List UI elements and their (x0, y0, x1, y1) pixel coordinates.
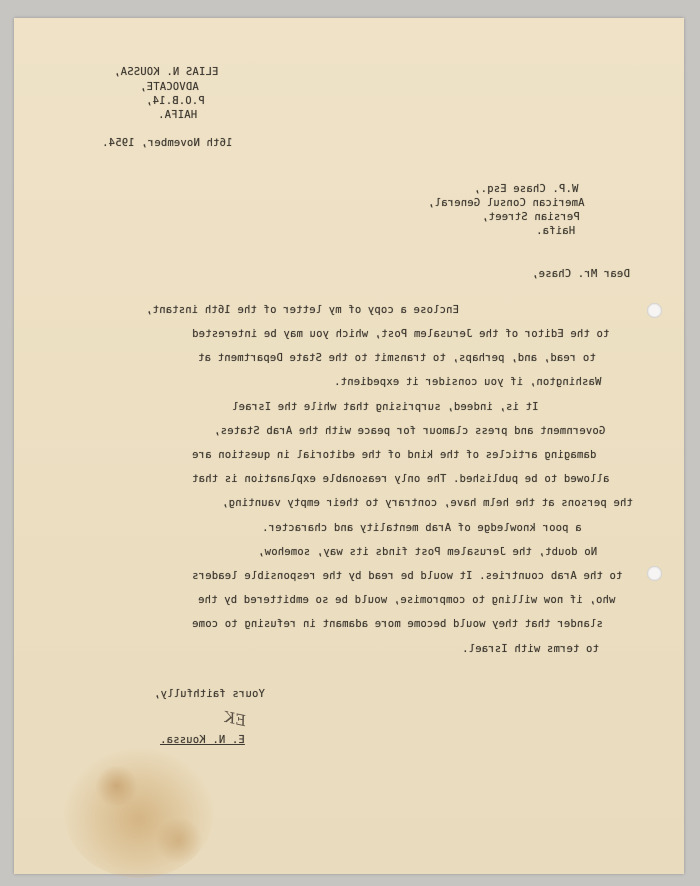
salutation: Dear Mr. Chase, (532, 268, 630, 280)
body-line: No doubt, the Jerusalem Post finds its way, somehow, (258, 546, 598, 558)
body-line: Washington, if you consider it expedient. (334, 376, 602, 388)
closing: Yours faithfully, (154, 688, 265, 700)
body-line: damaging articles of the kind of the editorial in question are (192, 449, 597, 461)
body-line: Government and press clamour for peace with the Arab States, (214, 425, 606, 437)
body-line: the persons at the helm have, contrary to their empty vaunting, (222, 497, 633, 509)
body-line: slander that they would become more adamant in refusing to come (192, 618, 603, 630)
punch-hole-bottom (647, 566, 662, 581)
foxing-stain-small (94, 766, 139, 806)
recipient-city: Haifa. (536, 225, 576, 237)
body-line: Enclose a copy of my letter of the 16th instant, (146, 304, 460, 316)
recipient-street: Persian Street, (482, 211, 580, 223)
body-line: to terms with Israel. (462, 643, 599, 655)
punch-hole-top (647, 303, 662, 318)
foxing-stain-small-2 (154, 818, 204, 863)
body-line: to read, and, perhaps, to transmit to the State Department at (198, 352, 596, 364)
body-line: to the Editor of the Jerusalem Post, which you may be interested (192, 328, 610, 340)
letterhead-city: HAIFA. (158, 109, 198, 121)
foxing-stain (64, 748, 214, 878)
recipient-name: W.P. Chase Esq., (474, 183, 579, 195)
signature-name: E. N. Koussa. (160, 734, 245, 746)
letterhead-name: ELIAS N. KOUSSA, (114, 66, 219, 78)
body-line: It is, indeed, surprising that while the Israel (232, 401, 539, 413)
letter-date: 16th November, 1954. (102, 137, 233, 149)
handwritten-initials: EK (222, 707, 248, 731)
letter-page (14, 18, 684, 874)
recipient-title: American Consul General, (428, 197, 585, 209)
body-line: to the Arab countries. It would be read by the responsible leaders (192, 570, 623, 582)
letterhead-box: P.O.B.14, (146, 95, 205, 107)
body-line: a poor knowledge of Arab mentality and character. (262, 522, 582, 534)
body-line: who, if now willing to compromise, would be so embittered by the (198, 594, 616, 606)
body-line: allowed to be published. The only reasonable explanation is that (192, 473, 610, 485)
letterhead-profession: ADVOCATE, (140, 81, 199, 93)
